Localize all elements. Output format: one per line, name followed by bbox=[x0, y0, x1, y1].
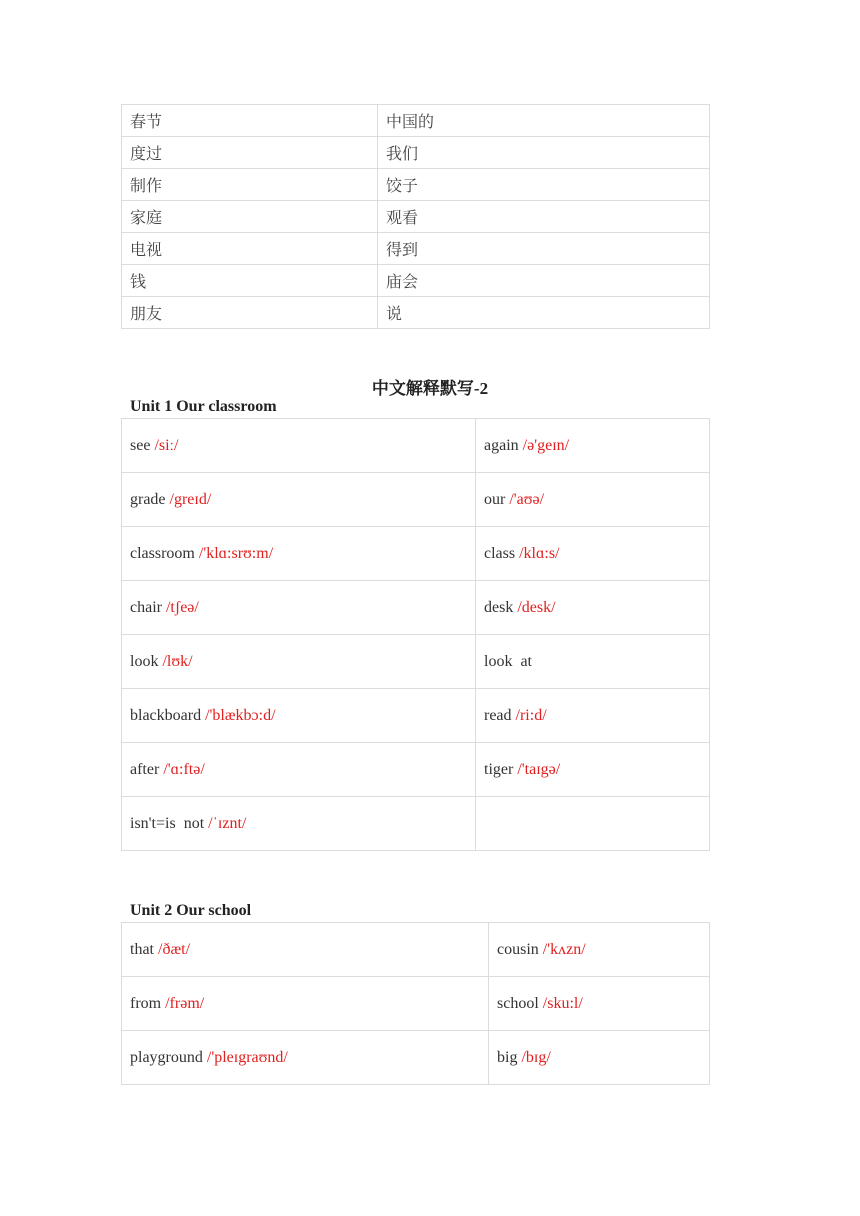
phonetic: /'taɪgə/ bbox=[517, 760, 561, 778]
phonetic: /ə'geɪn/ bbox=[522, 436, 570, 454]
table-row bbox=[122, 581, 710, 635]
word: class bbox=[484, 544, 516, 562]
unit1-title: Unit 1 Our classroom bbox=[130, 398, 277, 415]
vocab-cell bbox=[122, 1031, 489, 1085]
table-cell: 观看 bbox=[378, 201, 710, 233]
table-cell: 制作 bbox=[122, 169, 378, 201]
table-cell: 电视 bbox=[122, 233, 378, 265]
word: blackboard bbox=[130, 706, 202, 724]
vocab-cell bbox=[489, 923, 710, 977]
table-row bbox=[122, 527, 710, 581]
vocab-cell bbox=[476, 581, 710, 635]
table-row bbox=[122, 297, 710, 329]
word: classroom bbox=[130, 544, 195, 562]
section-title: 中文解释默写-2 bbox=[371, 379, 489, 398]
word: cousin bbox=[497, 940, 539, 958]
word: look at bbox=[484, 652, 532, 670]
vocab-cell bbox=[476, 743, 710, 797]
table-cell: 饺子 bbox=[378, 169, 710, 201]
phonetic: /ri:d/ bbox=[515, 706, 547, 724]
word: our bbox=[484, 490, 506, 508]
vocab-cell bbox=[476, 689, 710, 743]
table-cell: 庙会 bbox=[378, 265, 710, 297]
vocab-cell bbox=[489, 977, 710, 1031]
vocab-cell bbox=[122, 581, 476, 635]
vocab-cell bbox=[122, 977, 489, 1031]
phonetic: /ðæt/ bbox=[158, 940, 191, 958]
phonetic: /siː/ bbox=[154, 436, 179, 454]
table-row bbox=[122, 689, 710, 743]
table-cell: 我们 bbox=[378, 137, 710, 169]
phonetic: /desk/ bbox=[517, 598, 556, 616]
table-cell: 度过 bbox=[122, 137, 378, 169]
table-row bbox=[122, 473, 710, 527]
word: that bbox=[130, 940, 154, 958]
table-cell: 钱 bbox=[122, 265, 378, 297]
phonetic: /'klɑ:srʊ:m/ bbox=[198, 544, 274, 562]
vocab-cell bbox=[476, 527, 710, 581]
vocab-cell bbox=[122, 473, 476, 527]
table-row bbox=[122, 743, 710, 797]
word: look bbox=[130, 652, 159, 670]
phonetic: /sku:l/ bbox=[542, 994, 583, 1012]
phonetic: /frəm/ bbox=[165, 994, 205, 1012]
vocab-cell bbox=[122, 689, 476, 743]
word: from bbox=[130, 994, 162, 1012]
vocab-cell bbox=[122, 527, 476, 581]
vocab-cell bbox=[489, 1031, 710, 1085]
phonetic: /tʃeə/ bbox=[165, 598, 199, 616]
vocab-cell bbox=[122, 797, 476, 851]
unit2-vocab-table bbox=[121, 922, 710, 1085]
word: big bbox=[497, 1048, 518, 1066]
table-row bbox=[122, 233, 710, 265]
table-cell: 中国的 bbox=[378, 105, 710, 137]
table-row bbox=[122, 137, 710, 169]
vocab-cell bbox=[122, 635, 476, 689]
table-row bbox=[122, 201, 710, 233]
phonetic: /greɪd/ bbox=[169, 490, 212, 508]
table-row bbox=[122, 977, 710, 1031]
empty-cell bbox=[476, 797, 710, 851]
table-row bbox=[122, 105, 710, 137]
chinese-vocab-table bbox=[121, 104, 710, 329]
table-cell: 春节 bbox=[122, 105, 378, 137]
word: chair bbox=[130, 598, 162, 616]
vocab-cell bbox=[122, 743, 476, 797]
table-cell: 朋友 bbox=[122, 297, 378, 329]
word: after bbox=[130, 760, 160, 778]
table-row bbox=[122, 797, 710, 851]
vocab-cell bbox=[476, 419, 710, 473]
table-cell: 家庭 bbox=[122, 201, 378, 233]
phonetic: /klɑ:s/ bbox=[519, 544, 560, 562]
vocab-cell bbox=[476, 635, 710, 689]
phonetic: /'kʌzn/ bbox=[542, 940, 586, 958]
word: desk bbox=[484, 598, 514, 616]
phonetic: /lʊk/ bbox=[162, 652, 193, 670]
phonetic: /'aʊə/ bbox=[509, 490, 545, 508]
unit1-vocab-table bbox=[121, 418, 710, 851]
word: tiger bbox=[484, 760, 514, 778]
word: isn't=is not bbox=[130, 814, 205, 832]
word: grade bbox=[130, 490, 166, 508]
phonetic: /'ɑ:ftə/ bbox=[163, 760, 205, 778]
word: read bbox=[484, 706, 512, 724]
word: school bbox=[497, 994, 539, 1012]
table-row bbox=[122, 635, 710, 689]
phonetic: /bɪg/ bbox=[521, 1048, 551, 1066]
vocab-cell bbox=[122, 923, 489, 977]
phonetic: /ˈɪznt/ bbox=[208, 814, 247, 832]
table-cell: 说 bbox=[378, 297, 710, 329]
phonetic: /'pleɪgraʊnd/ bbox=[206, 1048, 288, 1066]
table-cell: 得到 bbox=[378, 233, 710, 265]
vocab-cell bbox=[476, 473, 710, 527]
vocab-cell bbox=[122, 419, 476, 473]
table-row bbox=[122, 265, 710, 297]
word: again bbox=[484, 436, 519, 454]
phonetic: /'blækbɔ:d/ bbox=[205, 706, 276, 724]
table-row bbox=[122, 1031, 710, 1085]
table-row bbox=[122, 923, 710, 977]
word: see bbox=[130, 436, 151, 454]
unit2-title: Unit 2 Our school bbox=[130, 902, 252, 919]
word: playground bbox=[130, 1048, 203, 1066]
table-row bbox=[122, 419, 710, 473]
table-row bbox=[122, 169, 710, 201]
